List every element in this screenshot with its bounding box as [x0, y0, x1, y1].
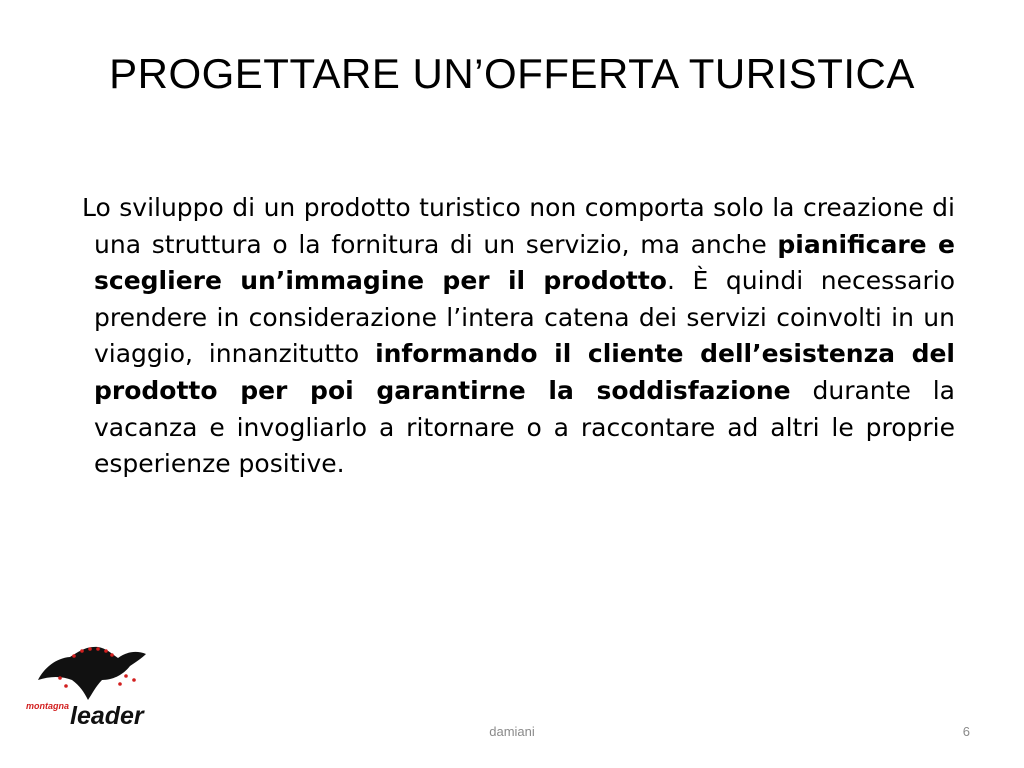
montagna-leader-logo [26, 640, 176, 732]
body-text-part-2: . È quindi necessario prendere in considerazione l’intera catena dei servizi coinvolti in un viaggio, innanzitutto [94, 266, 955, 369]
body-bold-part-2: informando il cliente dell’esistenza del prodotto per poi garantirne la soddisfazione [94, 339, 955, 405]
body-text-part-1: Lo sviluppo di un prodotto turistico non comporta solo la creazione di una struttura o la fornitura di un servizio, ma anche [82, 193, 955, 259]
body-text-part-3: durante la vacanza e invogliarlo a ritornare o a raccontare ad altri le proprie esperienze positive. [94, 375, 955, 479]
slide-title: PROGETTARE UN’OFFERTA TURISTICA [109, 50, 915, 97]
logo-large-word: leader [70, 702, 144, 730]
body-bold-part-1: pianificare e scegliere un’immagine per il prodotto [94, 229, 955, 296]
footer-author: damiani [489, 724, 535, 739]
footer-page-number: 6 [962, 724, 970, 739]
logo-small-word: montagna [26, 701, 70, 711]
slide-body-paragraph [82, 190, 955, 483]
mountain-bird-logo-icon [26, 640, 176, 732]
